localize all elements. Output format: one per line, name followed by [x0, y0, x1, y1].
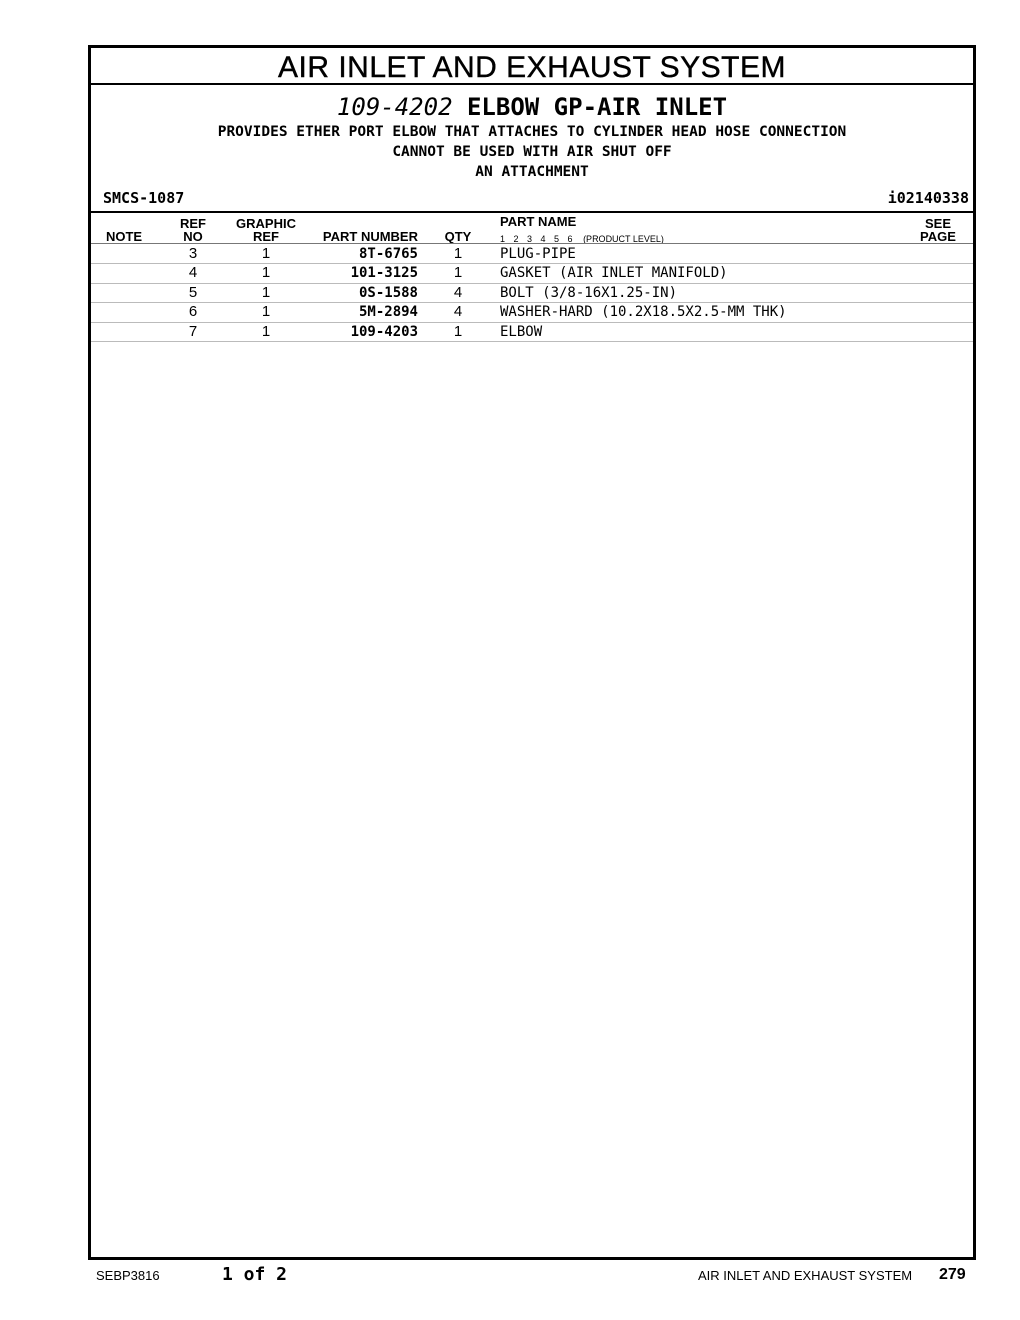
footer-page-number: 279: [939, 1266, 966, 1283]
graphic-ref: 1: [261, 245, 271, 262]
part-name: ELBOW: [500, 323, 543, 340]
column-header-divider: [91, 243, 973, 244]
graphic-ref: 1: [261, 264, 271, 282]
footer-section: AIR INLET AND EXHAUST SYSTEM: [698, 1268, 913, 1283]
ref-no: 6: [188, 303, 198, 321]
col-header-graphic-ref: REF: [253, 229, 279, 244]
graphic-ref: 1: [261, 283, 271, 301]
illustration-id: i02140338: [887, 189, 969, 207]
description-line: PROVIDES ETHER PORT ELBOW THAT ATTACHES TO CYLINDER HEAD HOSE CONNECTION: [217, 124, 847, 140]
col-header-note: NOTE: [105, 229, 143, 244]
part-number: 0S-1588: [358, 284, 418, 301]
section-title: AIR INLET AND EXHAUST SYSTEM: [91, 48, 973, 85]
col-header-ref: REF: [180, 216, 206, 231]
quantity: 1: [453, 245, 463, 262]
col-header-see-page: PAGE: [920, 229, 956, 244]
group-part-number: 109-4202: [336, 93, 453, 121]
page-frame: [88, 45, 976, 1260]
footer-page-of: 1 of 2: [222, 1264, 288, 1285]
ref-no: 4: [188, 264, 198, 282]
quantity: 1: [453, 322, 463, 340]
level-numbers: 1 2 3 4 5 6: [500, 234, 573, 244]
part-number: 8T-6765: [358, 246, 418, 262]
parts-table: [91, 245, 973, 342]
col-header-qty: QTY: [444, 229, 472, 244]
footer-doc-id: SEBP3816: [96, 1268, 160, 1283]
description-line: CANNOT BE USED WITH AIR SHUT OFF: [392, 144, 672, 160]
col-header-part-number: PART NUMBER: [322, 229, 418, 244]
part-name: WASHER-HARD (10.2X18.5X2.5-MM THK): [500, 304, 787, 321]
part-number: 5M-2894: [358, 304, 418, 321]
part-number: 109-4203: [350, 323, 418, 340]
group-name: ELBOW GP-AIR INLET: [466, 93, 728, 121]
table-row: [91, 284, 973, 303]
group-title: [91, 92, 973, 122]
ref-no: 5: [188, 283, 198, 301]
col-header-ref-no: NO: [183, 229, 203, 244]
part-name: BOLT (3/8-16X1.25-IN): [500, 284, 678, 301]
description-line: AN ATTACHMENT: [475, 164, 589, 180]
quantity: 1: [453, 264, 463, 282]
ref-no: 3: [188, 245, 198, 262]
col-header-see: SEE: [924, 216, 951, 231]
quantity: 4: [453, 283, 463, 301]
col-header-graphic: GRAPHIC: [236, 216, 296, 231]
part-name: GASKET (AIR INLET MANIFOLD): [500, 265, 728, 282]
col-header-part-name: PART NAME: [500, 214, 577, 229]
table-row: [91, 303, 973, 322]
graphic-ref: 1: [261, 322, 271, 340]
table-row: [91, 264, 973, 283]
part-number: 101-3125: [350, 265, 418, 282]
smcs-code: SMCS-1087: [103, 189, 185, 207]
header-divider: [91, 211, 973, 213]
table-row: [91, 245, 973, 264]
quantity: 4: [453, 303, 463, 321]
product-level-label: (PRODUCT LEVEL): [583, 234, 664, 244]
graphic-ref: 1: [261, 303, 271, 321]
table-row: [91, 323, 973, 342]
ref-no: 7: [188, 322, 198, 340]
part-name: PLUG-PIPE: [500, 246, 576, 262]
